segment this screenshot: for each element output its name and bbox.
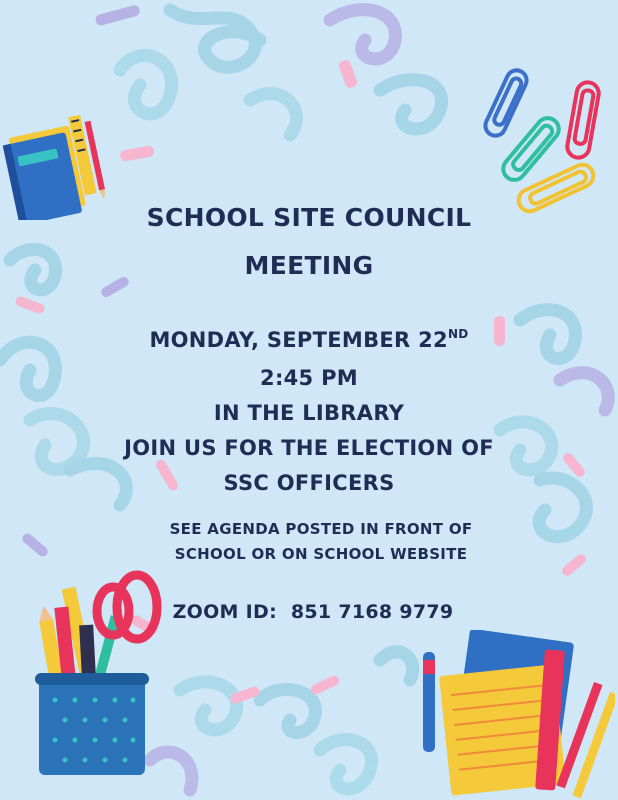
zoom-id — [4, 601, 618, 623]
zoom-value: 851 7168 9779 — [290, 601, 454, 623]
agenda-line-2: SCHOOL OR ON SCHOOL WEBSITE — [174, 545, 468, 563]
paper-clips-icon — [480, 60, 610, 220]
meeting-date-text: MONDAY, SEPTEMBER 22 — [149, 328, 448, 352]
title-line-2: MEETING — [244, 251, 374, 280]
join-line-2: SSC OFFICERS — [223, 471, 395, 495]
meeting-time: 2:45 PM — [260, 366, 358, 390]
agenda-line-1: SEE AGENDA POSTED IN FRONT OF — [169, 520, 473, 538]
meeting-date — [0, 327, 618, 352]
zoom-label: ZOOM ID: — [172, 601, 278, 623]
meeting-location: IN THE LIBRARY — [213, 401, 405, 425]
pencil-cup-icon — [25, 565, 170, 780]
title-line-1: SCHOOL SITE COUNCIL — [146, 203, 472, 232]
join-line-1: JOIN US FOR THE ELECTION OF — [124, 436, 494, 460]
notebook-icon — [415, 630, 615, 800]
meeting-date-suffix: ND — [447, 327, 469, 341]
